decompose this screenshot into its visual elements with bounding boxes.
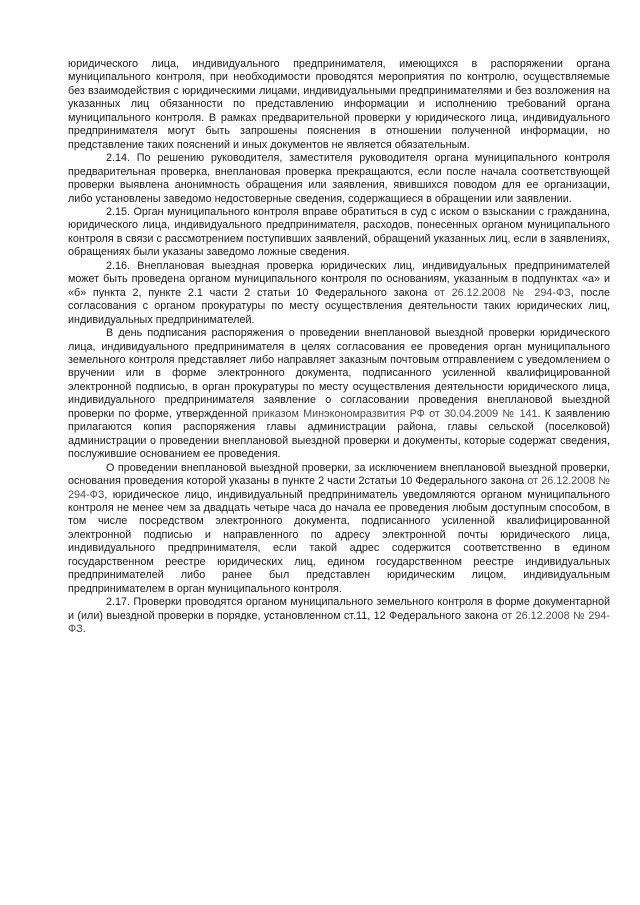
paragraph-notification — [68, 462, 610, 597]
paragraph-text: 2.15. Орган муниципального контроля вправе обратиться в суд с иском о взыскании с гражданина, юридического лица, индивидуального предпринимателя, расходов, понесенных органом муниципального контроля в связи с рассмотрением поступивших заявлений, обращений указанных лиц, если в заявлениях, обращениях были указаны заведомо ложные сведения. — [68, 205, 610, 259]
paragraph-text: 2.16. Внеплановая выездная проверка юридических лиц, индивидуальных предпринимателей может быть проведена органом муниципального контроля по основаниям, указанным в подпунктах «а» и «б» пункта 2, пункте 2.1 части 2 статьи 10 Федерального закона — [68, 259, 610, 299]
paragraph-2-17 — [68, 596, 610, 636]
paragraph-text: О проведении внеплановой выездной проверки, за исключением внеплановой выездной проверки, основания проведения которой указаны в пункте 2 части 2статьи 10 Федерального закона — [68, 461, 610, 488]
paragraph-text: , после согласования с органом прокуратуры по месту осуществления деятельности таких юридических лиц, индивидуальных предпринимателей. — [68, 286, 610, 326]
paragraph-continuation — [68, 58, 610, 152]
paragraph-2-16 — [68, 260, 610, 327]
paragraph-text: . К заявлению прилагаются копия распоряжения главы администрации района, главы сельской (поселковой) администрации о проведении внеплановой выездной проверки и документы, которые содержат сведения, послужившие основанием ее проведения. — [68, 407, 610, 461]
law-reference-link[interactable]: от 26.12.2008 № 294-ФЗ — [68, 609, 610, 636]
paragraph-text: 2.17. Проверки проводятся органом муниципального земельного контроля в форме документарной и (или) выездной проверки в порядке, установленном ст.11, 12 Федерального закона — [68, 596, 610, 622]
document-page — [68, 58, 610, 636]
paragraph-2-14 — [68, 152, 610, 206]
paragraph-text: юридического лица, индивидуального предпринимателя, имеющихся в распоряжении органа муниципального контроля, при необходимости проводятся мероприятия по контролю, осуществляемые без взаимодействия с юридическими лицами, индивидуальными предпринимателями и без возложения на указанных лиц обязанности по представлению информации и исполнению требований органа муниципального контроля. В рамках предварительной проверки у юридического лица, индивидуального предпринимателя могут быть запрошены пояснения в отношении полученной информации, но представление таких пояснений и иных документов не является обязательным. — [68, 58, 610, 151]
order-reference-link[interactable]: приказом Минэкономразвития РФ от 30.04.2009 № 141 — [251, 407, 538, 420]
paragraph-2-15 — [68, 206, 610, 260]
law-reference-link[interactable]: от 26.12.2008 № 294-ФЗ — [68, 475, 610, 501]
paragraph-text: . — [82, 623, 86, 636]
paragraph-text: 2.14. По решению руководителя, заместителя руководителя органа муниципального контроля предварительная проверка, внеплановая проверка прекращаются, если после начала соответствующей проверки выявлена анонимность обращения или заявления, явившихся поводом для ее организации, либо установлены заведомо недостоверные сведения, содержащиеся в обращении или заявлении. — [68, 152, 610, 205]
paragraph-text: , юридическое лицо, индивидуальный предприниматель уведомляются органом муниципального контроля не менее чем за двадцать четыре часа до начала ее проведения любым доступным способом, в том числе посредством электронного документа, подписанного усиленной квалифицированной электронной подписью и направленного по адресу электронной почты юридического лица, индивидуального предпринимателя, если такой адрес содержится соответственно в едином государственном реестре юридических лиц, едином государственном реестре индивидуальных предпринимателей либо ранее был представлен юридическим лицом, индивидуальным предпринимателем в орган муниципального контроля. — [68, 488, 610, 595]
paragraph-approval-request — [68, 327, 610, 462]
law-reference-link[interactable]: от 26.12.2008 № 294-ФЗ — [434, 286, 571, 299]
paragraph-text: В день подписания распоряжения о проведении внеплановой выездной проверки юридического лица, индивидуального предпринимателя в целях согласования ее проведения орган муниципального земельного контроля представляет либо направляет заказным почтовым отправлением с уведомлением о вручении или в форме электронного документа, подписанного усиленной квалифицированной электронной подписью, в орган прокуратуры по месту осуществления деятельности юридического лица, индивидуального предпринимателя заявление о согласовании проведения внеплановой выездной проверки по форме, утвержденной — [68, 327, 610, 420]
